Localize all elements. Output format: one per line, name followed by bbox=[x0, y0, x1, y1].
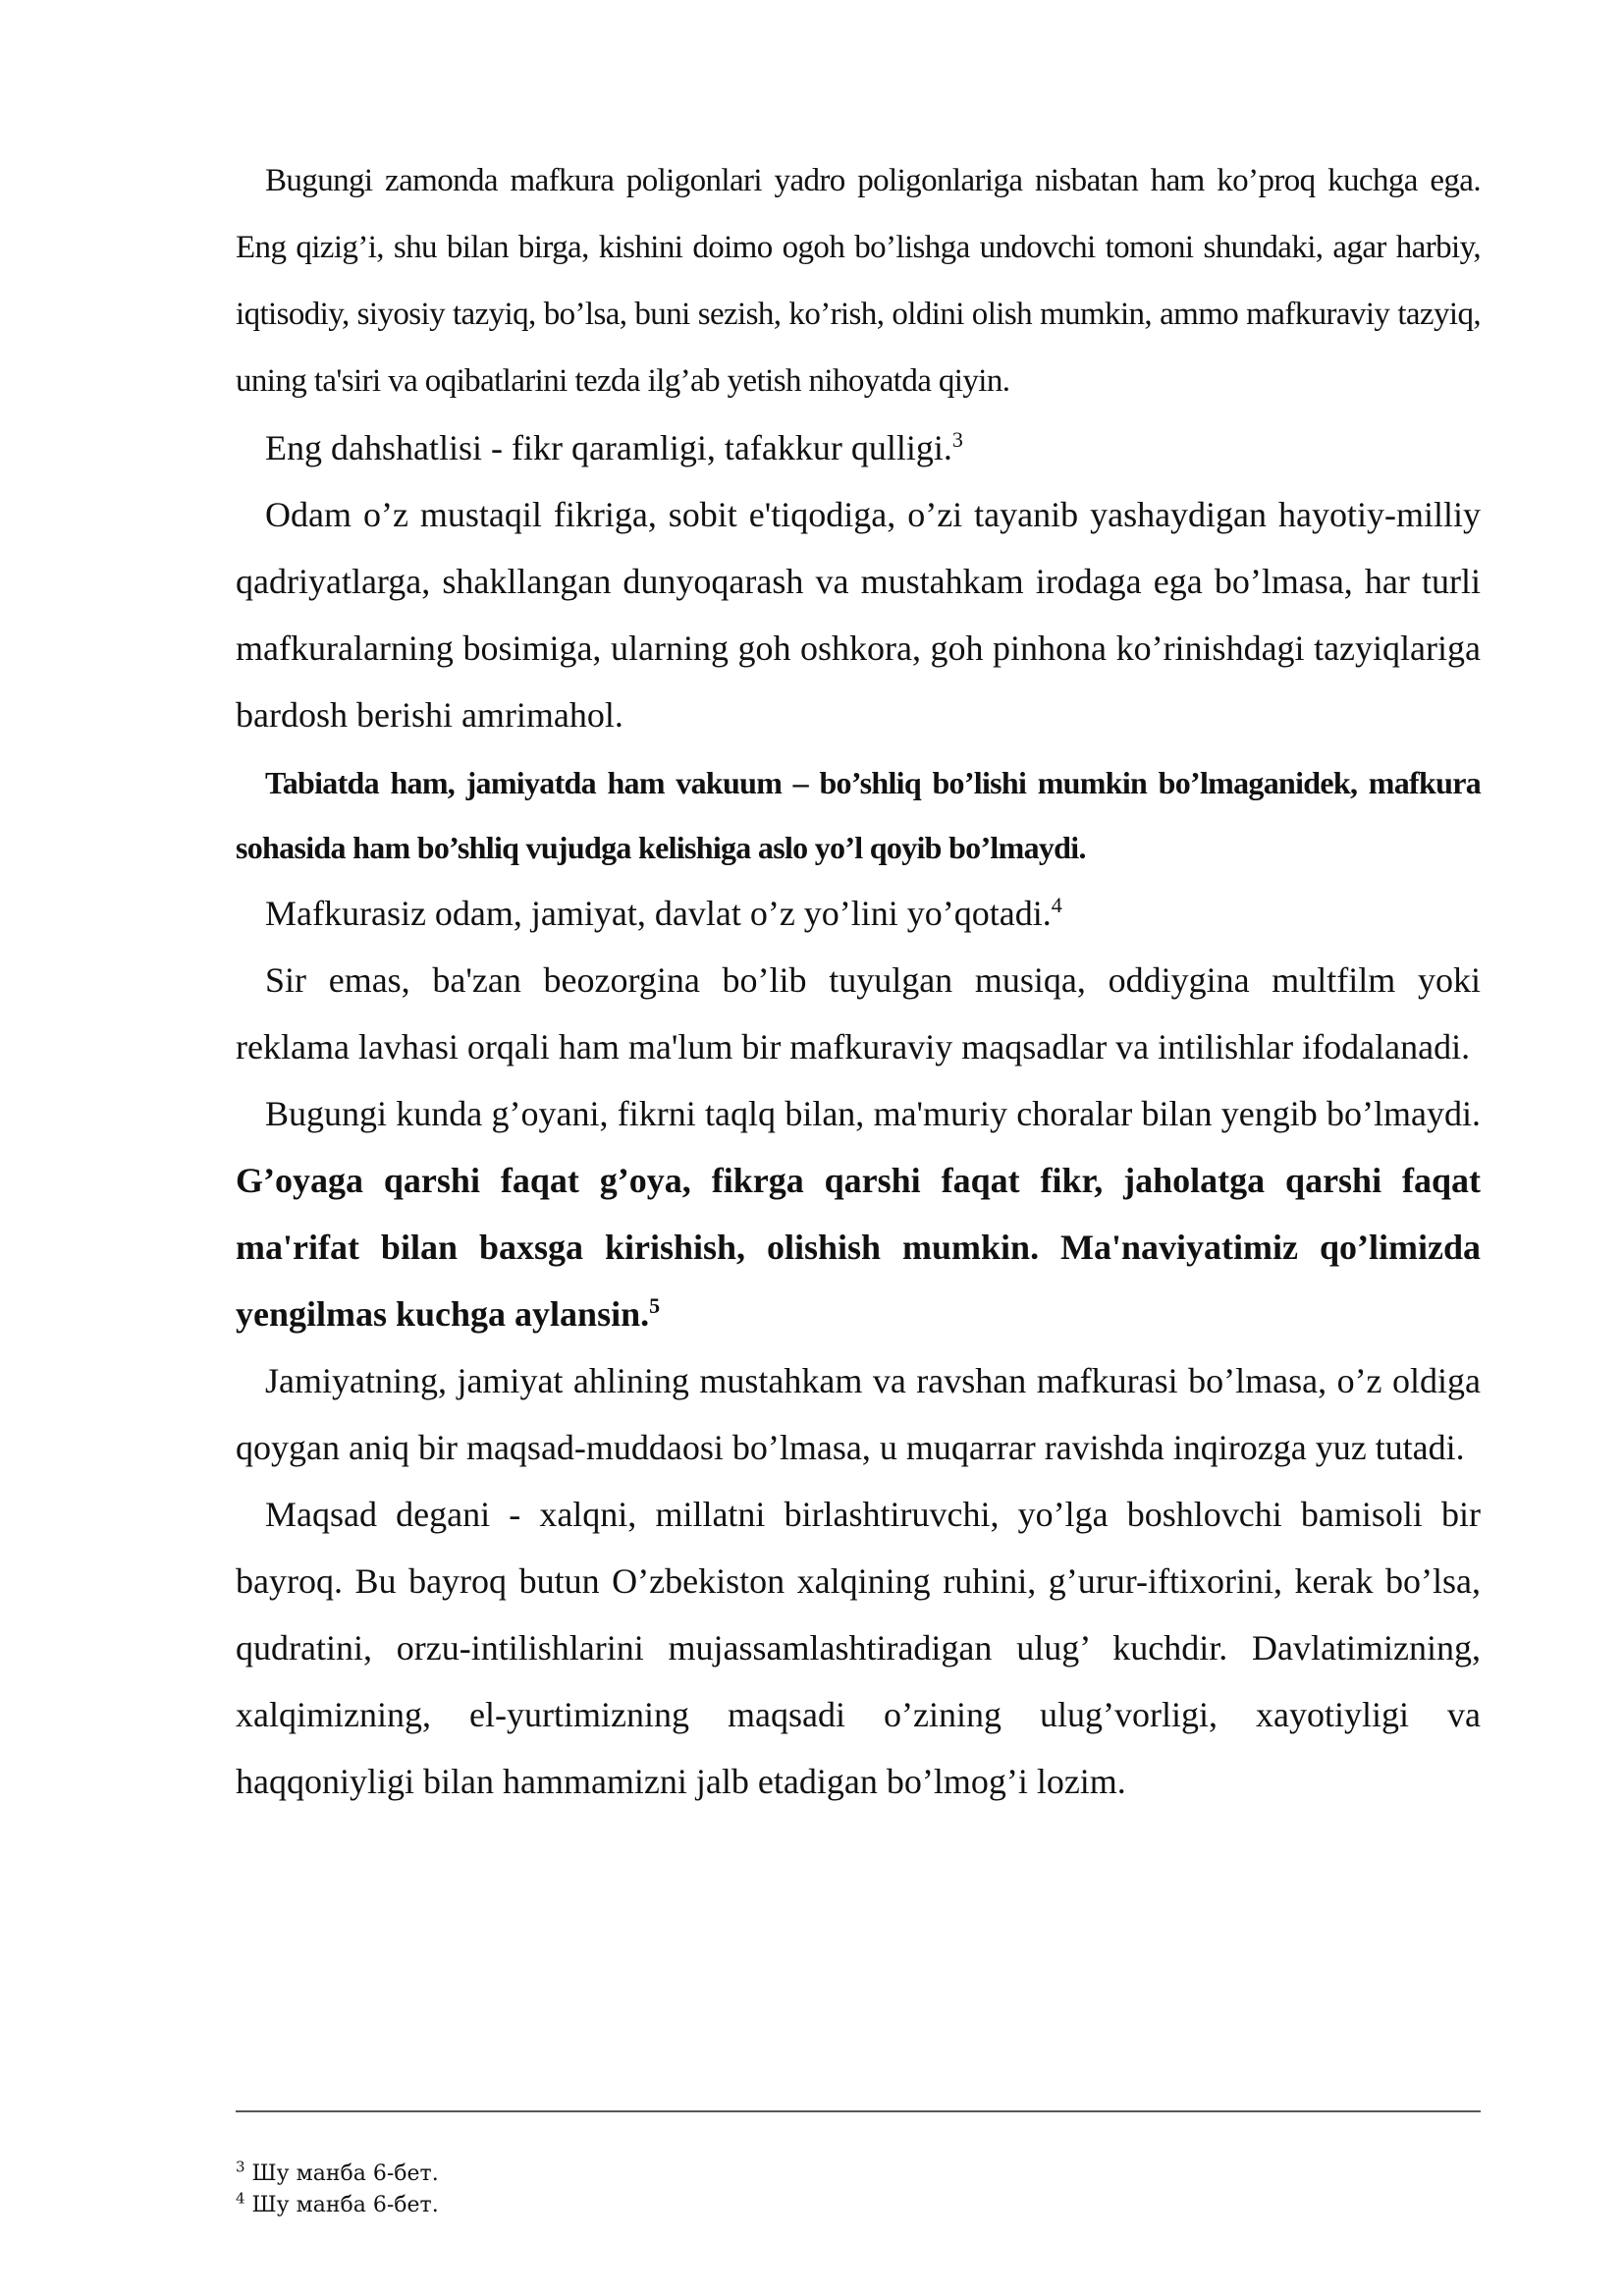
footnote-separator bbox=[236, 2110, 1481, 2112]
footnote-ref-3[interactable]: 3 bbox=[951, 427, 963, 452]
paragraph-maqsad-bayroq bbox=[236, 1481, 1481, 1815]
footnote-ref-4[interactable]: 4 bbox=[1051, 893, 1062, 917]
paragraph-jamiyat-mafkurasi bbox=[236, 1347, 1481, 1481]
footnote-item bbox=[236, 2190, 1481, 2221]
paragraph-text: Bugungi zamonda mafkura poligonlari yadro poligonlariga nisbatan ham ko’proq kuchga ega. Eng qizig’i, shu bilan birga, kishini doimo ogoh bo’lishga undovchi tomoni shundaki, agar harbiy, iqtisodiy, siyosiy tazyiq, bo’lsa, buni sezish, ko’rish, oldini olish mumkin, ammo mafkuraviy tazyiq, uning ta'siri va oqibatlarini tezda ilg’ab yetish nihoyatda qiyin. bbox=[236, 163, 1481, 399]
paragraph-text: Mafkurasiz odam, jamiyat, davlat o’z yo’lini yo’qotadi. bbox=[265, 894, 1052, 933]
paragraph-text: Bugungi kunda g’oyani, fikrni taqlq bilan, ma'muriy choralar bilan yengib bo’lmaydi. bbox=[265, 1094, 1481, 1133]
footnote-number: 3 bbox=[236, 2158, 245, 2176]
paragraph-text: Maqsad degani - xalqni, millatni birlashtiruvchi, yo’lga boshlovchi bamisoli bir bayroq. Bu bayroq butun O’zbekiston xalqining ruhini, g’urur-iftixorini, kerak bo’lsa, qudratini, orzu-intilishlarini mujassamlashtiradigan ulug’ kuchdir. Davlatimizning, xalqimizning, el-yurtimizning maqsadi o’zining ulug’vorligi, xayotiyligi va haqqoniyligi bilan hammamizni jalb etadigan bo’lmog’i lozim. bbox=[236, 1495, 1481, 1801]
footnote-text: Шу манба 6-бет. bbox=[251, 2161, 439, 2186]
paragraph-musiqa-multfilm bbox=[236, 947, 1481, 1080]
paragraph-bold-text: G’oyaga qarshi faqat g’oya, fikrga qarshi faqat fikr, jaholatga qarshi faqat ma'rifat bilan baxsga kirishish, olishish mumkin. Ma'naviyatimiz qo’limizda yengilmas kuchga aylansin. bbox=[236, 1161, 1481, 1334]
body-text bbox=[236, 147, 1481, 1815]
paragraph-text: Sir emas, ba'zan beozorgina bo’lib tuyulgan musiqa, oddiygina multfilm yoki reklama lavhasi orqali ham ma'lum bir mafkuraviy maqsadlar va intilishlar ifodalanadi. bbox=[236, 960, 1481, 1066]
footnotes bbox=[236, 2159, 1481, 2221]
footnote-text: Шу манба 6-бет. bbox=[251, 2193, 439, 2217]
paragraph-mustaqil-fikr bbox=[236, 481, 1481, 748]
footnote-number: 4 bbox=[236, 2189, 245, 2208]
footnote-item bbox=[236, 2159, 1481, 2190]
paragraph-mafkura-poligonlari bbox=[236, 147, 1481, 414]
paragraph-text: Eng dahshatlisi - fikr qaramligi, tafakkur qulligi. bbox=[265, 428, 952, 467]
paragraph-mafkurasiz-odam bbox=[236, 880, 1481, 947]
paragraph-vakuum-bold bbox=[236, 750, 1481, 880]
footnote-ref-5[interactable]: 5 bbox=[649, 1293, 661, 1318]
paragraph-text: Jamiyatning, jamiyat ahlining mustahkam va ravshan mafkurasi bo’lmasa, o’z oldiga qoygan aniq bir maqsad-muddaosi bo’lmasa, u muqarrar ravishda inqirozga yuz tutadi. bbox=[236, 1361, 1481, 1467]
paragraph-goyaga-qarshi bbox=[236, 1080, 1481, 1347]
paragraph-fikr-qaramligi bbox=[236, 414, 1481, 481]
paragraph-text: Odam o’z mustaqil fikriga, sobit e'tiqodiga, o’zi tayanib yashaydigan hayotiy-milliy qadriyatlarga, shakllangan dunyoqarash va mustahkam irodaga ega bo’lmasa, har turli mafkuralarning bosimiga, ularning goh oshkora, goh pinhona ko’rinishdagi tazyiqlariga bardosh berishi amrimahol. bbox=[236, 495, 1481, 735]
paragraph-text: Tabiatda ham, jamiyatda ham vakuum – bo’shliq bo’lishi mumkin bo’lmaganidek, mafkura sohasida ham bo’shliq vujudga kelishiga aslo yo’l qoyib bo’lmaydi. bbox=[236, 765, 1481, 865]
